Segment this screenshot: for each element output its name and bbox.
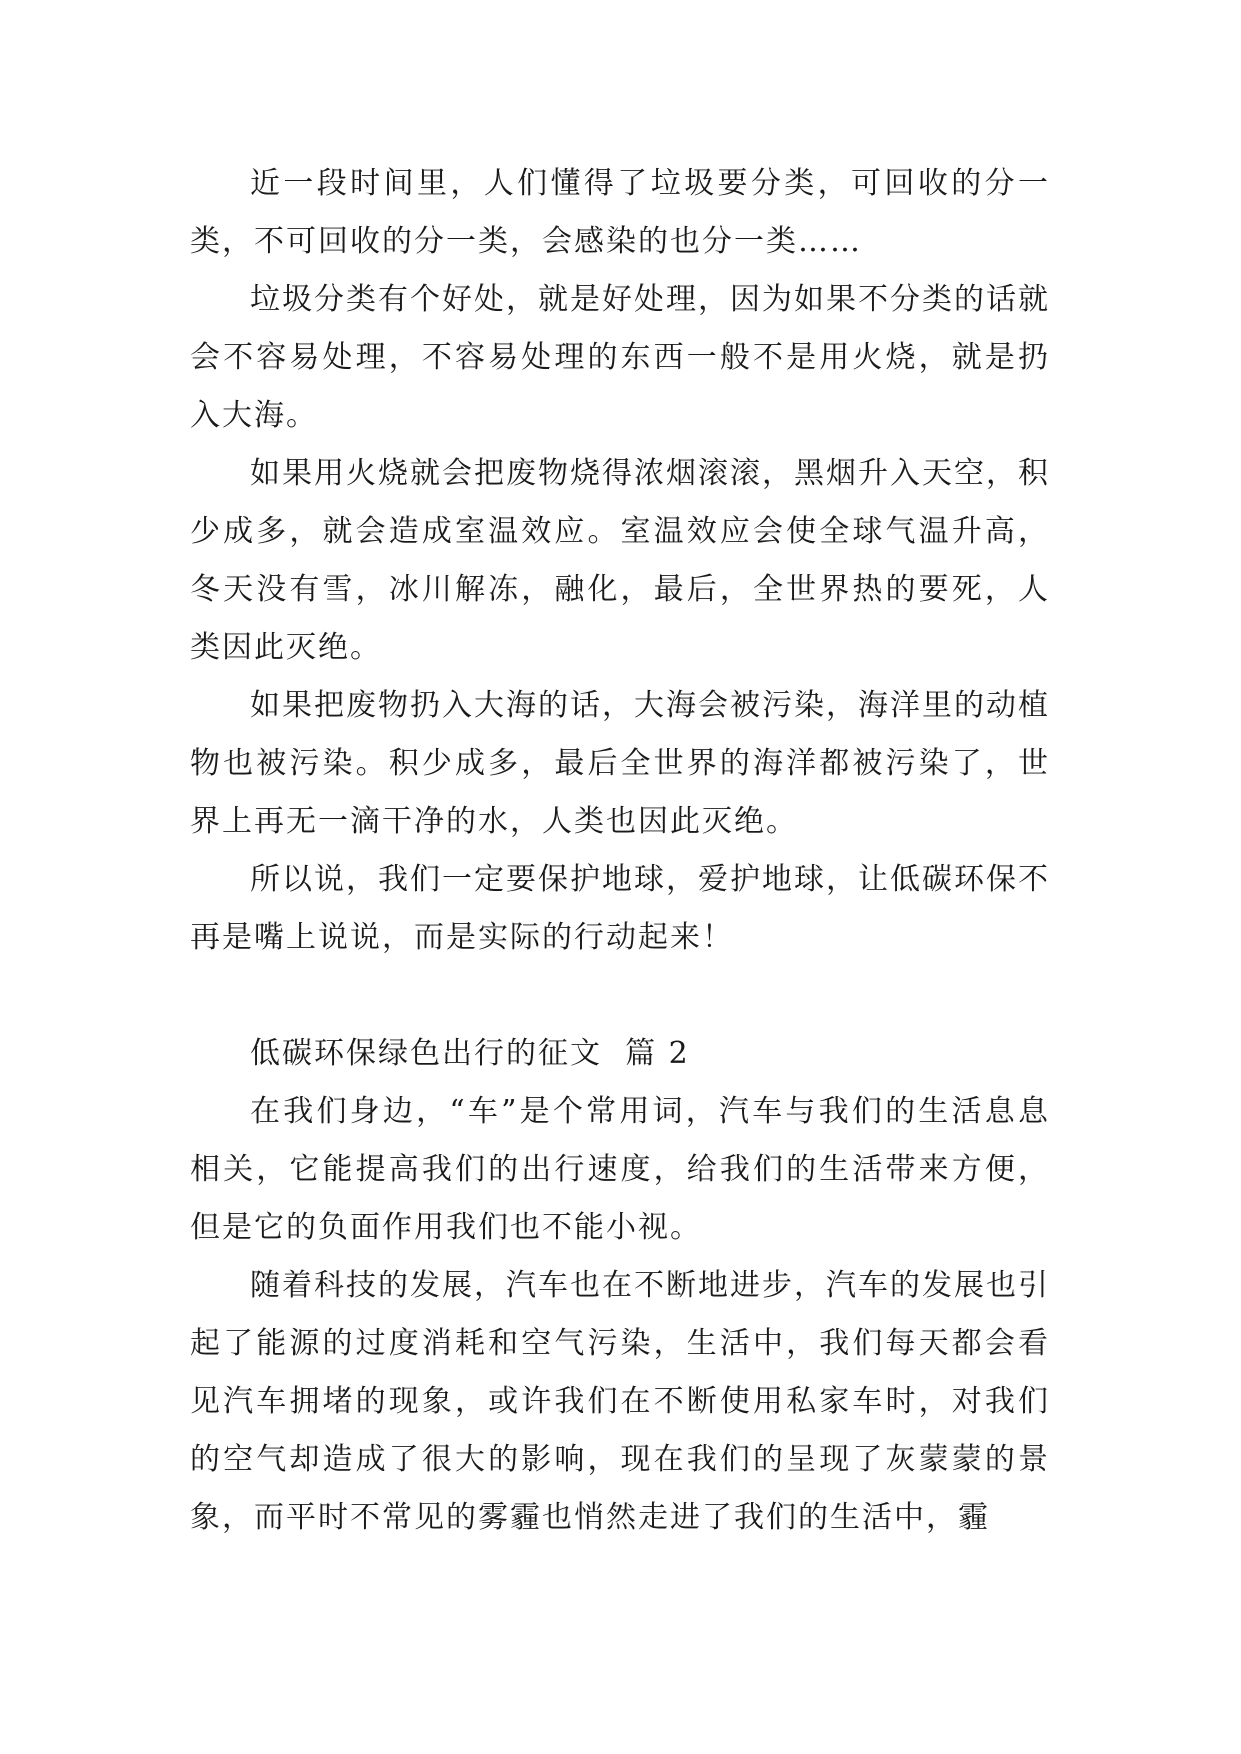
paragraph-garbage-sorting: 近一段时间里，人们懂得了垃圾要分类，可回收的分一类，不可回收的分一类，会感染的也分一类…… xyxy=(190,166,1050,259)
paragraph-cars-pollution: 随着科技的发展，汽车也在不断地进步，汽车的发展也引起了能源的过度消耗和空气污染，生活中，我们每天都会看见汽车拥堵的现象，或许我们在不断使用私家车时，对我们的空气却造成了很大的影响，现在我们的呈现了灰蒙蒙的景象，而平时不常见的雾霾也悄然走进了我们的生活中，霾 xyxy=(190,1268,1050,1535)
section-title: 低碳环保绿色出行的征文 篇 2 xyxy=(250,1036,690,1071)
paragraph-sorting-benefit: 垃圾分类有个好处，就是好处理，因为如果不分类的话就会不容易处理，不容易处理的东西一般不是用火烧，就是扔入大海。 xyxy=(190,282,1050,433)
paragraph-conclusion: 所以说，我们一定要保护地球，爱护地球，让低碳环保不再是嘴上说说，而是实际的行动起来！ xyxy=(190,862,1050,955)
paragraph-cars-intro: 在我们身边，“车”是个常用词，汽车与我们的生活息息相关，它能提高我们的出行速度，给我们的生活带来方便，但是它的负面作用我们也不能小视。 xyxy=(190,1094,1050,1245)
document-body xyxy=(190,155,1050,1547)
paragraph-burning-effects: 如果用火烧就会把废物烧得浓烟滚滚，黑烟升入天空，积少成多，就会造成室温效应。室温效应会使全球气温升高，冬天没有雪，冰川解冻，融化，最后，全世界热的要死，人类因此灭绝。 xyxy=(190,456,1050,665)
paragraph-ocean-pollution: 如果把废物扔入大海的话，大海会被污染，海洋里的动植物也被污染。积少成多，最后全世界的海洋都被污染了，世界上再无一滴干净的水，人类也因此灭绝。 xyxy=(190,688,1050,839)
section-spacer xyxy=(190,967,1050,1025)
